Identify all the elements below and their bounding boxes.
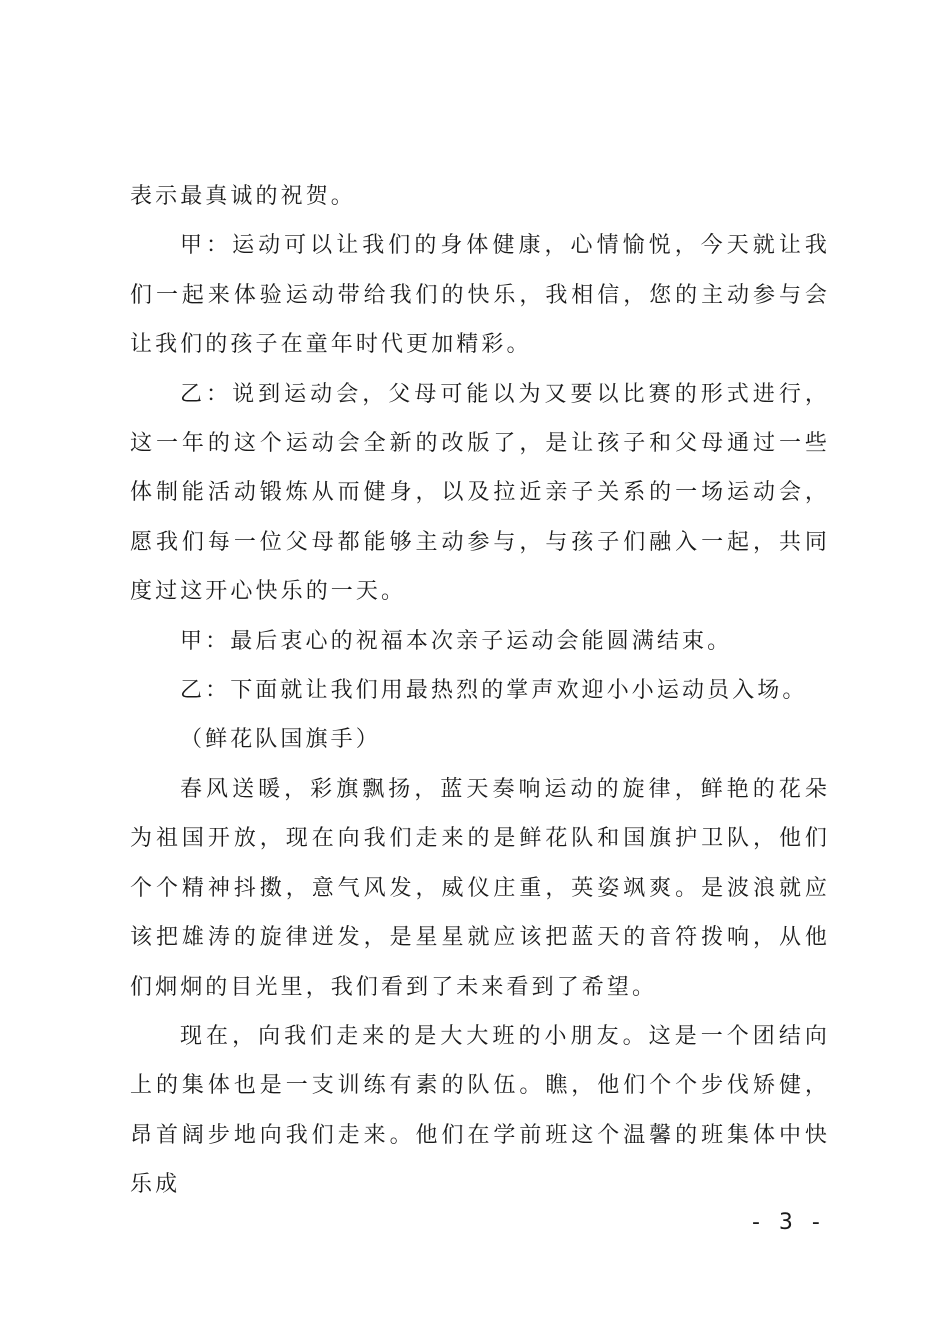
paragraph: 现在，向我们走来的是大大班的小朋友。这是一个团结向上的集体也是一支训练有素的队伍。瞧，他们个个步伐矫健，昂首阔步地向我们走来。他们在学前班这个温馨的班集体中快乐成 bbox=[130, 1023, 830, 1198]
paragraph: 乙：下面就让我们用最热烈的掌声欢迎小小运动员入场。 bbox=[180, 678, 808, 704]
paragraph: 甲：最后衷心的祝福本次亲子运动会能圆满结束。 bbox=[180, 628, 733, 654]
paragraph: 甲：运动可以让我们的身体健康，心情愉悦，今天就让我们一起来体验运动带给我们的快乐，我相信，您的主动参与会让我们的孩子在童年时代更加精彩。 bbox=[130, 233, 830, 358]
paragraph: 表示最真诚的祝贺。 bbox=[130, 184, 356, 209]
paragraph: 春风送暖，彩旗飘扬，蓝天奏响运动的旋律，鲜艳的花朵为祖国开放，现在向我们走来的是鲜花队和国旗护卫队，他们个个精神抖擞，意气风发，威仪庄重，英姿飒爽。是波浪就应该把雄涛的旋律迸发，是星星就应该把蓝天的音符拨响，从他们炯炯的目光里，我们看到了未来看到了希望。 bbox=[130, 776, 830, 1000]
document-body bbox=[130, 172, 830, 1210]
paragraph: （鲜花队国旗手） bbox=[180, 727, 381, 753]
paragraph: 乙：说到运动会，父母可能以为又要以比赛的形式进行，这一年的这个运动会全新的改版了，是让孩子和父母通过一些体制能活动锻炼从而健身，以及拉近亲子关系的一场运动会，愿我们每一位父母都能够主动参与，与孩子们融入一起，共同度过这开心快乐的一天。 bbox=[130, 381, 830, 605]
page-number: - 3 - bbox=[752, 1210, 826, 1235]
